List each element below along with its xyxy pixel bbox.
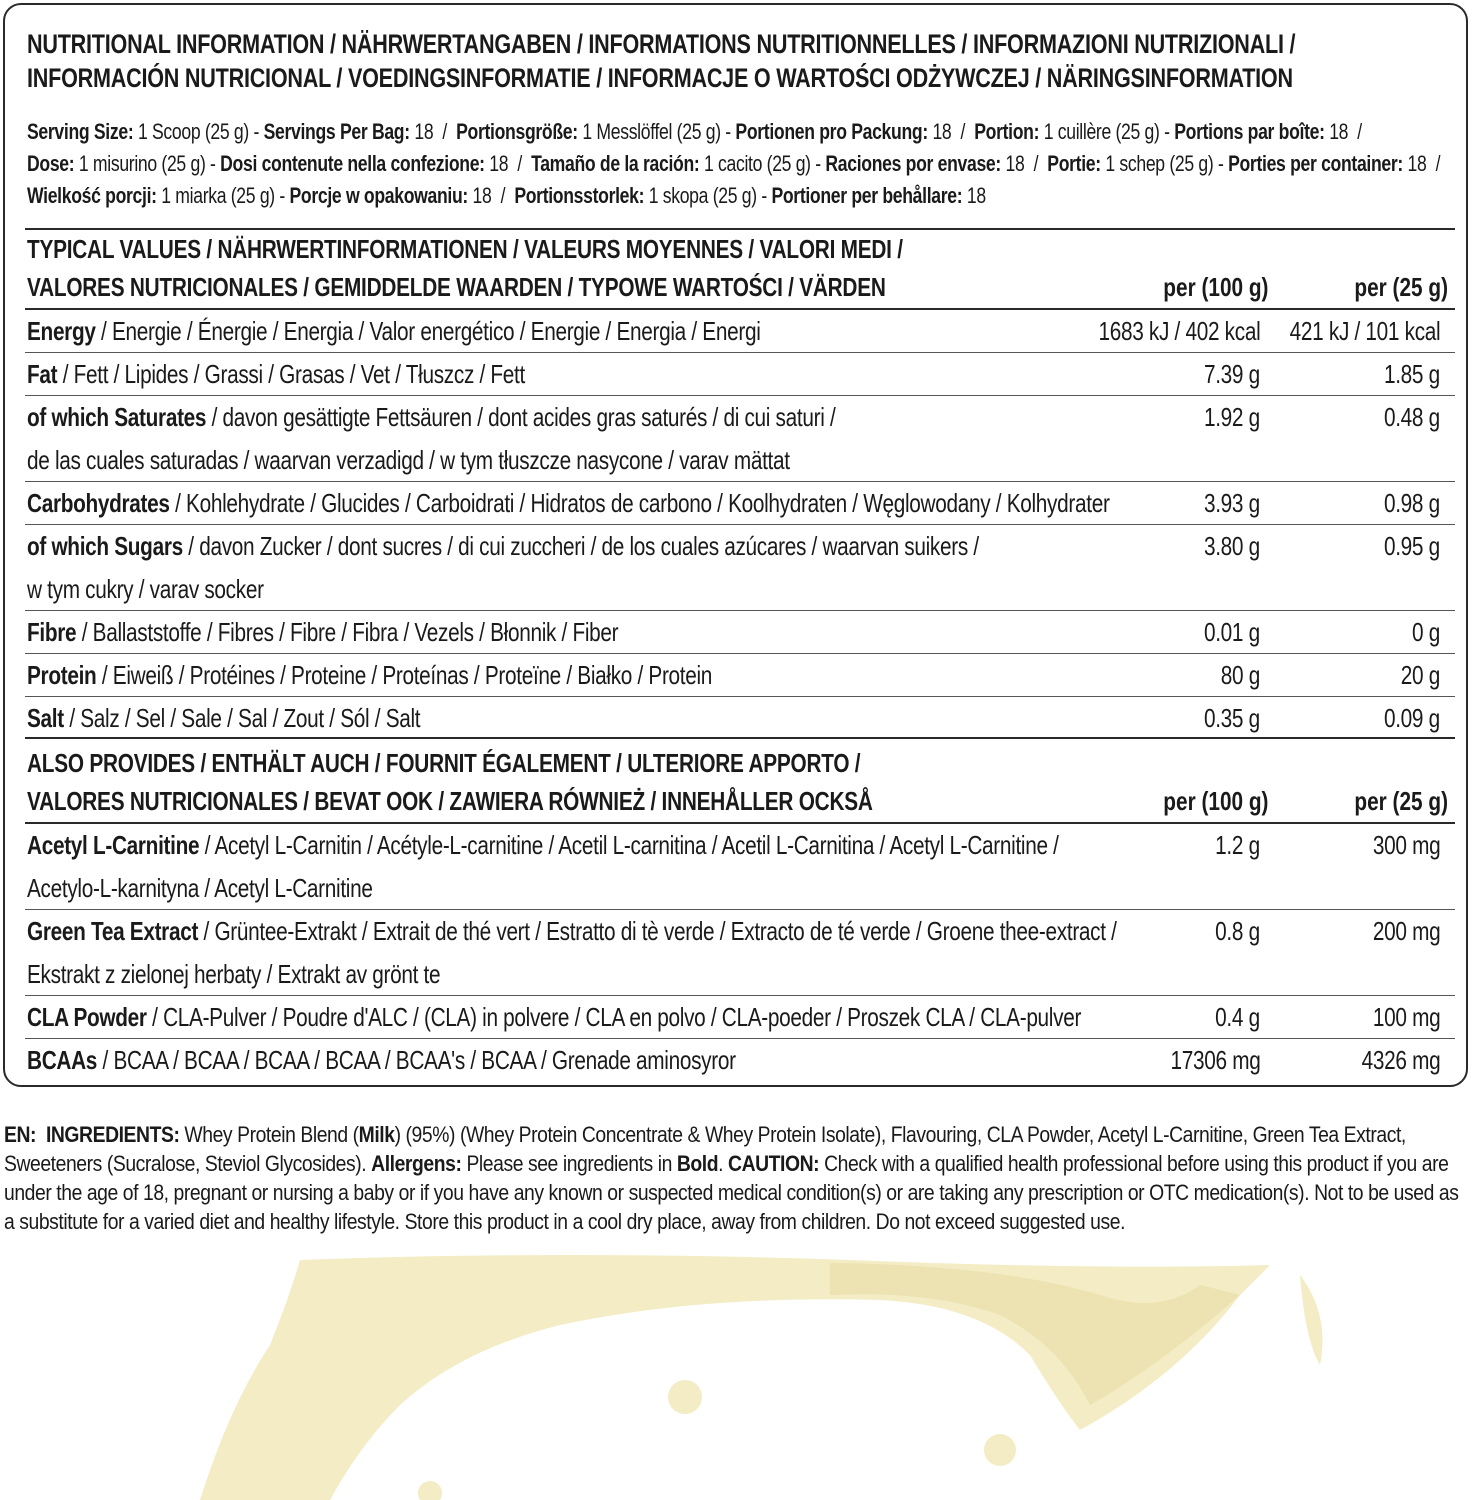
table-row-label <box>27 824 1317 910</box>
table-row-label <box>27 697 519 740</box>
serving-label: Portions par boîte: <box>1174 119 1325 144</box>
table-row-label <box>27 910 1389 996</box>
serving-value: 18 / <box>1324 119 1362 144</box>
nutrient-translations: / BCAA / BCAA / BCAA / BCAA / BCAA's / BCAA / Grenade aminosyror <box>97 1045 736 1075</box>
serving-line <box>27 148 1474 180</box>
table-row-label <box>27 353 649 396</box>
value-per-25g: 0.95 g <box>1384 531 1440 561</box>
table-row-label <box>27 654 883 697</box>
nutrient-name: Energy <box>27 316 96 346</box>
splash-droplet <box>984 1434 1016 1466</box>
serving-label: Tamaño de la ración: <box>531 151 700 176</box>
nutrient-translations: / CLA-Pulver / Poudre d'ALC / (CLA) in polvere / CLA en polvo / CLA-poeder / Proszek CLA / CLA-pulver <box>146 1002 1082 1032</box>
divider <box>25 737 1455 739</box>
value-per-100g: 0.35 g <box>1204 703 1260 733</box>
table-row-label <box>27 525 1217 611</box>
serving-value: 18 / <box>467 183 515 208</box>
nutrient-translations: / Fett / Lipides / Grassi / Grasas / Vet / Tłuszcz / Fett <box>57 359 525 389</box>
nutrient-name: of which Sugars <box>27 531 183 561</box>
nutrient-translations: / Ballaststoffe / Fibres / Fibre / Fibra / Vezels / Błonnik / Fiber <box>76 617 619 647</box>
divider <box>25 228 1455 230</box>
splash-droplet <box>418 1481 442 1500</box>
also-heading-line1: ALSO PROVIDES / ENTHÄLT AUCH / FOURNIT ÉGALEMENT / ULTERIORE APPORTO / <box>27 748 861 778</box>
value-per-25g: 100 mg <box>1372 1002 1440 1032</box>
value-per-25g: 300 mg <box>1372 830 1440 860</box>
nutrient-name: Acetyl L-Carnitine <box>27 830 200 860</box>
typical-heading-line1: TYPICAL VALUES / NÄHRWERTINFORMATIONEN / VALEURS MOYENNES / VALORI MEDI / <box>27 234 903 264</box>
serving-value: 18 / <box>1000 151 1048 176</box>
serving-value: 18 / <box>484 151 532 176</box>
table-row-label <box>27 396 1038 482</box>
serving-value: 18 / <box>927 119 975 144</box>
nutrient-translations: / Acetyl L-Carnitin / Acétyle-L-carnitine / Acetil L-carnitina / Acetil L-Carnitina / Acetyl L-Carnitine / <box>199 830 1059 860</box>
value-per-100g: 1683 kJ / 402 kcal <box>1098 316 1260 346</box>
milk-splash-image <box>0 1255 1474 1500</box>
value-per-25g: 0.98 g <box>1384 488 1440 518</box>
serving-value: 1 cuillère (25 g) - <box>1039 119 1175 144</box>
serving-line <box>27 116 1474 148</box>
value-per-100g: 3.80 g <box>1204 531 1260 561</box>
nutrient-translations: / davon Zucker / dont sucres / di cui zuccheri / de los cuales azúcares / waarvan suikers / <box>182 531 979 561</box>
also-column-header-per-25g: per (25 g) <box>1354 786 1448 816</box>
splash-drip <box>1300 1275 1323 1365</box>
splash-droplet <box>668 1380 702 1414</box>
value-per-100g: 80 g <box>1220 660 1260 690</box>
nutrient-name: of which Saturates <box>27 402 207 432</box>
value-per-100g: 3.93 g <box>1204 488 1260 518</box>
serving-line <box>27 180 1226 212</box>
value-per-25g: 0.48 g <box>1384 402 1440 432</box>
serving-label: Dose: <box>27 151 75 176</box>
serving-value: 1 Messlöffel (25 g) - <box>577 119 736 144</box>
serving-value: 1 Scoop (25 g) - <box>133 119 264 144</box>
serving-value: 18 <box>962 183 986 208</box>
nutrient-name: Fibre <box>27 617 77 647</box>
nutrient-name: Green Tea Extract <box>27 916 199 946</box>
serving-value: 1 misurino (25 g) - <box>74 151 221 176</box>
header-divider <box>25 308 1455 310</box>
value-per-100g: 1.92 g <box>1204 402 1260 432</box>
serving-label: Wielkość porcji: <box>27 183 157 208</box>
ingredients-text: EN: INGREDIENTS: Whey Protein Blend (Milk) (95%) (Whey Protein Concentrate & Whey Protein Isolate), Flavouring, CLA Powder, Acetyl L-Carnitine, Green Tea Extract, Sweeteners (Sucralose, Steviol Glycosides). Allergens: Please see ingredients in Bold. CAUTION: Check with a qualified health professional before using this product if you are under the age of 18, pregnant or nursing a baby or if you have any known or suspected medical condition(s) or are taking any prescription or OTC medication(s). Not to be used as a substitute for a varied diet and healthy lifestyle. Store this product in a cool dry place, away from children. Do not exceed suggested use. <box>4 1122 1459 1234</box>
value-per-100g: 0.4 g <box>1215 1002 1260 1032</box>
nutrient-translations-cont: Ekstrakt z zielonej herbaty / Extrakt av grönt te <box>27 959 441 989</box>
nutrition-panel <box>3 3 1468 1087</box>
serving-label: Serving Size: <box>27 119 134 144</box>
panel-title-line2: INFORMACIÓN NUTRICIONAL / VOEDINGSINFORMATIE / INFORMACJE O WARTOŚCI ODŻYWCZEJ / NÄRINGSINFORMATION <box>27 63 1293 93</box>
serving-value: 1 miarka (25 g) - <box>156 183 290 208</box>
value-per-25g: 200 mg <box>1372 916 1440 946</box>
serving-label: Servings Per Bag: <box>263 119 410 144</box>
header-divider <box>25 822 1455 824</box>
serving-label: Portie: <box>1047 151 1101 176</box>
value-per-100g: 0.8 g <box>1215 916 1260 946</box>
nutrient-name: CLA Powder <box>27 1002 147 1032</box>
nutrient-translations: / Eiweiß / Protéines / Proteine / Proteínas / Proteïne / Białko / Protein <box>96 660 713 690</box>
column-header-per-100g: per (100 g) <box>1162 272 1268 302</box>
nutrient-translations-cont: de las cuales saturadas / waarvan verzadigd / w tym tłuszcze nasycone / varav mättat <box>27 445 790 475</box>
table-row-label <box>27 996 1345 1039</box>
table-row-label <box>27 1039 913 1082</box>
typical-heading-line2: VALORES NUTRICIONALES / GEMIDDELDE WAARDEN / TYPOWE WARTOŚCI / VÄRDEN <box>27 272 886 302</box>
nutrient-translations-cont: w tym cukry / varav socker <box>27 574 264 604</box>
serving-label: Dosi contenute nella confezione: <box>220 151 485 176</box>
value-per-100g: 0.01 g <box>1204 617 1260 647</box>
table-row-label <box>27 611 766 654</box>
nutrient-translations: / Kohlehydrate / Glucides / Carboidrati / Hidratos de carbono / Koolhydraten / Węglowodany / Kolhydrater <box>169 488 1110 518</box>
table-row-label <box>27 310 944 353</box>
serving-label: Portionsstorlek: <box>514 183 645 208</box>
nutrient-name: Fat <box>27 359 58 389</box>
value-per-25g: 0.09 g <box>1384 703 1440 733</box>
serving-value: 18 / <box>1402 151 1441 176</box>
serving-label: Portionen pro Packung: <box>735 119 928 144</box>
nutrient-name: Salt <box>27 703 64 733</box>
serving-value: 1 schep (25 g) - <box>1100 151 1229 176</box>
serving-value: 1 skopa (25 g) - <box>644 183 772 208</box>
serving-label: Portioner per behållare: <box>771 183 963 208</box>
table-row-label <box>27 482 1380 525</box>
value-per-100g: 7.39 g <box>1204 359 1260 389</box>
serving-label: Portionsgröße: <box>456 119 578 144</box>
column-header-per-25g: per (25 g) <box>1354 272 1448 302</box>
serving-value: 18 / <box>409 119 457 144</box>
value-per-25g: 20 g <box>1400 660 1440 690</box>
nutrient-translations: / davon gesättigte Fettsäuren / dont acides gras saturés / di cui saturi / <box>206 402 836 432</box>
serving-label: Raciones por envase: <box>825 151 1001 176</box>
nutrient-name: BCAAs <box>27 1045 98 1075</box>
nutrient-name: Protein <box>27 660 97 690</box>
value-per-100g: 17306 mg <box>1170 1045 1260 1075</box>
nutrient-translations: / Energie / Énergie / Energia / Valor energético / Energie / Energia / Energi <box>95 316 761 346</box>
also-column-header-per-100g: per (100 g) <box>1162 786 1268 816</box>
serving-label: Porcje w opakowaniu: <box>289 183 468 208</box>
value-per-100g: 1.2 g <box>1215 830 1260 860</box>
panel-title-line1: NUTRITIONAL INFORMATION / NÄHRWERTANGABEN / INFORMATIONS NUTRITIONNELLES / INFORMAZIONI NUTRIZIONALI / <box>27 29 1296 59</box>
nutrient-translations: / Salz / Sel / Sale / Sal / Zout / Sól / Salt <box>63 703 421 733</box>
value-per-25g: 1.85 g <box>1384 359 1440 389</box>
nutrient-name: Carbohydrates <box>27 488 170 518</box>
serving-value: 1 cacito (25 g) - <box>699 151 826 176</box>
value-per-25g: 4326 mg <box>1361 1045 1440 1075</box>
value-per-25g: 421 kJ / 101 kcal <box>1289 316 1440 346</box>
serving-label: Portion: <box>974 119 1040 144</box>
serving-label: Porties per container: <box>1228 151 1403 176</box>
nutrient-translations: / Grüntee-Extrakt / Extrait de thé vert / Estratto di tè verde / Extracto de té verde / Groene thee-extract / <box>198 916 1117 946</box>
value-per-25g: 0 g <box>1412 617 1440 647</box>
also-heading-line2: VALORES NUTRICIONALES / BEVAT OOK / ZAWIERA RÓWNIEŻ / INNEHÅLLER OCKSÅ <box>27 786 873 816</box>
nutrient-translations-cont: Acetylo-L-karnityna / Acetyl L-Carnitine <box>27 873 373 903</box>
